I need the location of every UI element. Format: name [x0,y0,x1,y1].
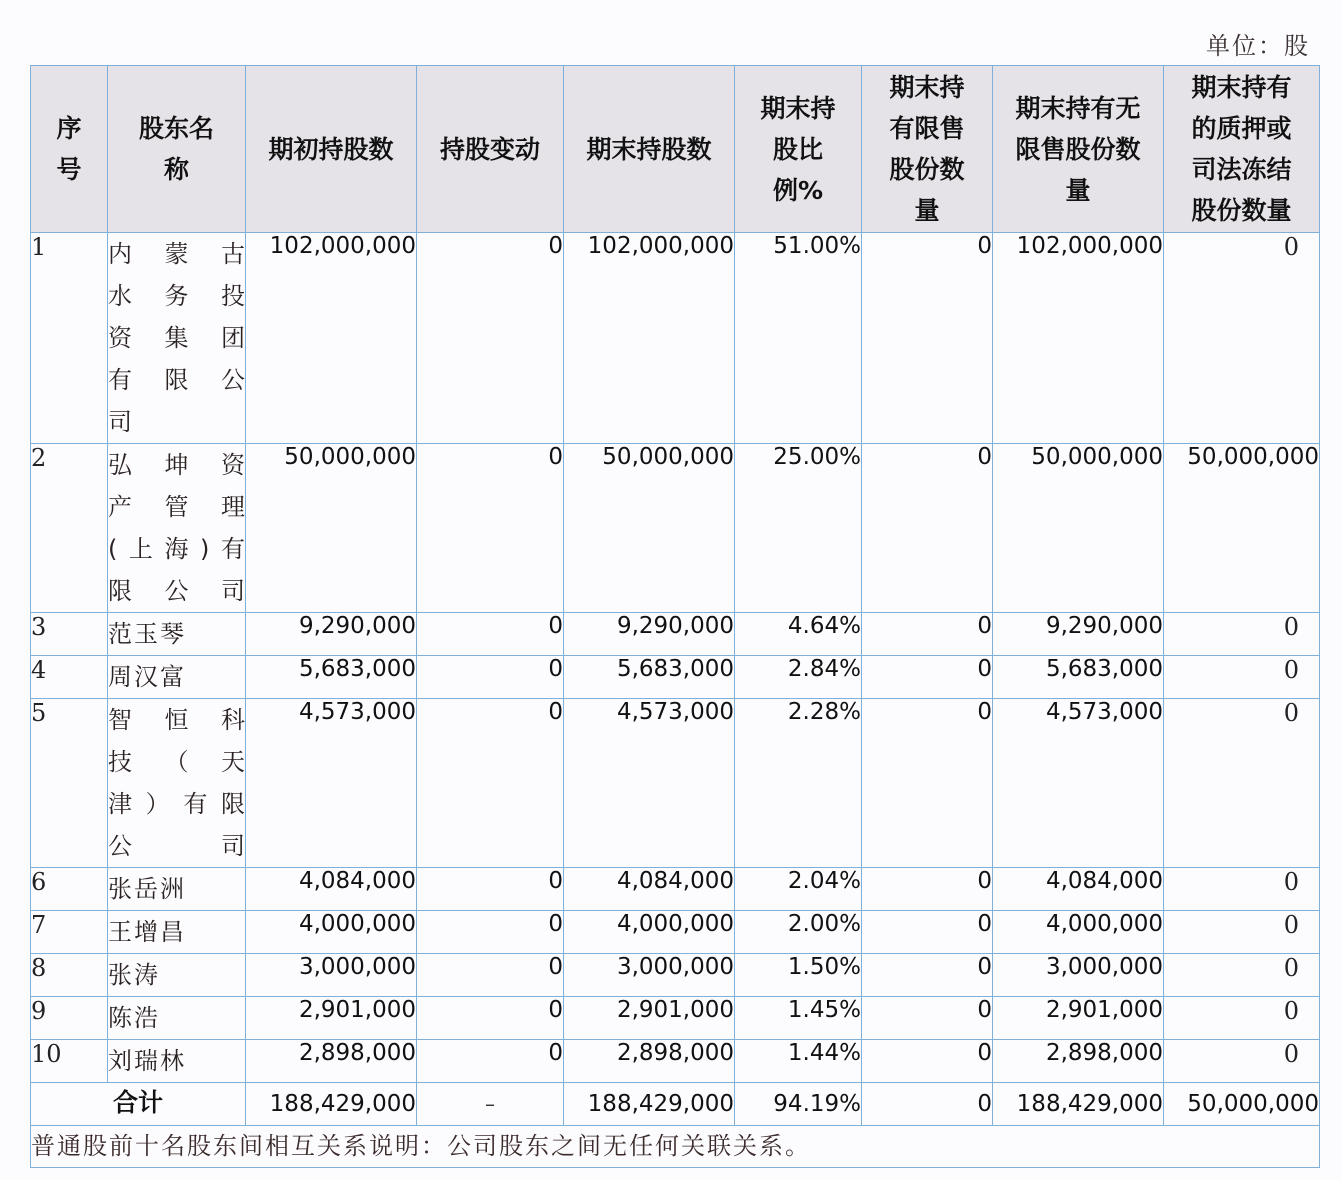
cell-unrestricted: 4,000,000 [993,911,1164,954]
cell-name: 张岳洲 [108,868,246,911]
name-line: 水 务 投 [108,282,245,310]
cell-seq: 4 [31,656,108,699]
cell-begin-shares: 50,000,000 [246,444,417,613]
name-line: 有 限 公 [108,366,245,394]
cell-end-shares: 50,000,000 [564,444,735,613]
header-unrestricted: 期末持有无 限售股份数 量 [993,66,1164,233]
cell-begin-shares: 2,901,000 [246,997,417,1040]
cell-restricted: 0 [862,997,993,1040]
cell-pledged: 0 [1164,233,1320,444]
total-pledged: 50,000,000 [1164,1083,1320,1126]
note-row [31,1126,1320,1168]
cell-pledged: 50,000,000 [1164,444,1320,613]
total-end-ratio: 94.19% [735,1083,862,1126]
cell-pledged: 0 [1164,911,1320,954]
header-restricted: 期末持 有限售 股份数 量 [862,66,993,233]
cell-name: 王增昌 [108,911,246,954]
cell-begin-shares: 4,084,000 [246,868,417,911]
cell-end-ratio: 1.44% [735,1040,862,1083]
cell-pledged: 0 [1164,613,1320,656]
cell-end-ratio: 51.00% [735,233,862,444]
name-line: 资 集 团 [108,324,245,352]
cell-change: 0 [417,954,564,997]
cell-unrestricted: 50,000,000 [993,444,1164,613]
cell-seq: 2 [31,444,108,613]
cell-restricted: 0 [862,1040,993,1083]
cell-end-shares: 9,290,000 [564,613,735,656]
name-line: 内 蒙 古 [108,240,245,268]
cell-name [108,233,246,444]
cell-change: 0 [417,233,564,444]
table-row [31,444,1320,613]
cell-end-ratio: 1.50% [735,954,862,997]
header-end-ratio: 期末持 股比 例% [735,66,862,233]
header-name: 股东名 称 [108,66,246,233]
table-row [31,656,1320,699]
cell-seq: 6 [31,868,108,911]
cell-end-ratio: 2.00% [735,911,862,954]
cell-unrestricted: 4,573,000 [993,699,1164,868]
name-line: 公司 [108,832,245,860]
cell-restricted: 0 [862,444,993,613]
cell-begin-shares: 3,000,000 [246,954,417,997]
cell-pledged: 0 [1164,656,1320,699]
cell-seq: 10 [31,1040,108,1083]
cell-restricted: 0 [862,699,993,868]
header-change: 持股变动 [417,66,564,233]
cell-seq: 5 [31,699,108,868]
name-line: 限公司 [108,577,245,605]
cell-begin-shares: 9,290,000 [246,613,417,656]
cell-end-shares: 4,573,000 [564,699,735,868]
unit-label: 单位：股 [1206,32,1310,60]
cell-seq: 9 [31,997,108,1040]
cell-change: 0 [417,656,564,699]
cell-pledged: 0 [1164,954,1320,997]
table-row [31,997,1320,1040]
cell-end-ratio: 2.04% [735,868,862,911]
total-label: 合计 [31,1083,246,1126]
cell-end-ratio: 1.45% [735,997,862,1040]
cell-name [108,699,246,868]
cell-name: 张涛 [108,954,246,997]
top-ten-shareholders-table [30,65,1320,1168]
cell-seq: 8 [31,954,108,997]
cell-change: 0 [417,868,564,911]
cell-end-ratio: 2.28% [735,699,862,868]
cell-end-ratio: 25.00% [735,444,862,613]
cell-restricted: 0 [862,868,993,911]
cell-change: 0 [417,444,564,613]
header-end-shares: 期末持股数 [564,66,735,233]
table-row [31,1040,1320,1083]
cell-end-shares: 5,683,000 [564,656,735,699]
cell-pledged: 0 [1164,1040,1320,1083]
name-line: (上海)有 [108,535,245,563]
header-seq: 序 号 [31,66,108,233]
cell-unrestricted: 3,000,000 [993,954,1164,997]
cell-begin-shares: 2,898,000 [246,1040,417,1083]
table-row [31,954,1320,997]
name-line: 智 恒 科 [108,706,245,734]
total-change: – [417,1083,564,1126]
cell-pledged: 0 [1164,868,1320,911]
cell-end-shares: 2,898,000 [564,1040,735,1083]
cell-name: 陈浩 [108,997,246,1040]
header-pledged: 期末持有 的质押或 司法冻结 股份数量 [1164,66,1320,233]
total-unrestricted: 188,429,000 [993,1083,1164,1126]
cell-begin-shares: 4,573,000 [246,699,417,868]
cell-name [108,444,246,613]
cell-restricted: 0 [862,613,993,656]
cell-begin-shares: 5,683,000 [246,656,417,699]
cell-restricted: 0 [862,233,993,444]
cell-seq: 3 [31,613,108,656]
cell-unrestricted: 4,084,000 [993,868,1164,911]
cell-change: 0 [417,997,564,1040]
cell-change: 0 [417,699,564,868]
cell-pledged: 0 [1164,699,1320,868]
cell-change: 0 [417,911,564,954]
cell-pledged: 0 [1164,997,1320,1040]
cell-name: 刘瑞林 [108,1040,246,1083]
table-row [31,613,1320,656]
name-line: 产 管 理 [108,493,245,521]
table-row [31,699,1320,868]
cell-change: 0 [417,613,564,656]
cell-unrestricted: 102,000,000 [993,233,1164,444]
cell-end-ratio: 4.64% [735,613,862,656]
cell-end-shares: 102,000,000 [564,233,735,444]
cell-unrestricted: 5,683,000 [993,656,1164,699]
cell-name: 范玉琴 [108,613,246,656]
total-restricted: 0 [862,1083,993,1126]
name-line: 弘 坤 资 [108,451,245,479]
table-header-row [31,66,1320,233]
cell-seq: 1 [31,233,108,444]
total-end-shares: 188,429,000 [564,1083,735,1126]
cell-restricted: 0 [862,911,993,954]
name-line: 技 （ 天 [108,748,245,776]
cell-restricted: 0 [862,954,993,997]
table-row [31,868,1320,911]
cell-begin-shares: 102,000,000 [246,233,417,444]
cell-end-shares: 4,084,000 [564,868,735,911]
name-line: 司 [108,408,132,436]
relationship-note: 普通股前十名股东间相互关系说明：公司股东之间无任何关联关系。 [31,1126,1320,1168]
cell-unrestricted: 2,898,000 [993,1040,1164,1083]
cell-unrestricted: 9,290,000 [993,613,1164,656]
total-begin-shares: 188,429,000 [246,1083,417,1126]
cell-end-shares: 4,000,000 [564,911,735,954]
cell-end-ratio: 2.84% [735,656,862,699]
cell-seq: 7 [31,911,108,954]
cell-begin-shares: 4,000,000 [246,911,417,954]
cell-end-shares: 3,000,000 [564,954,735,997]
header-begin-shares: 期初持股数 [246,66,417,233]
total-row [31,1083,1320,1126]
cell-end-shares: 2,901,000 [564,997,735,1040]
name-line: 津）有限 [108,790,245,818]
table-row [31,911,1320,954]
cell-unrestricted: 2,901,000 [993,997,1164,1040]
table-row [31,233,1320,444]
cell-change: 0 [417,1040,564,1083]
cell-restricted: 0 [862,656,993,699]
cell-name: 周汉富 [108,656,246,699]
